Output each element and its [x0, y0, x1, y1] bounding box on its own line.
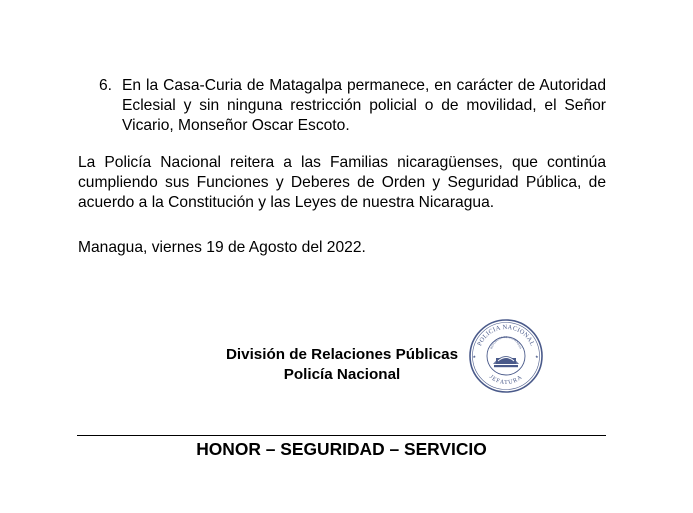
- signature-department: División de Relaciones Públicas: [225, 346, 459, 363]
- seal-top-text: POLICIA NACIONAL: [476, 323, 536, 348]
- list-item-text: En la Casa-Curia de Matagalpa permanece, en carácter de Autoridad Eclesial y sin ninguna restricción policial o de movilidad, el Señor Vicario, Monseñor Oscar Escoto.: [122, 77, 606, 134]
- police-seal-icon: [468, 318, 544, 394]
- svg-text:★: ★: [472, 354, 477, 359]
- svg-text:JEFATURA: [488, 374, 524, 386]
- svg-text:★: ★: [535, 354, 539, 359]
- list-item-number: 6.: [99, 77, 113, 94]
- signature-block: [190, 345, 494, 385]
- seal-bottom-text: JEFATURA: [487, 374, 525, 387]
- body-paragraph: La Policía Nacional reitera a las Familias nicaragüenses, que continúa cumpliendo sus Funciones y Deberes de Orden y Seguridad Pública, de acuerdo a la Constitución y las Leyes de nuestra Nicaragua.: [78, 154, 606, 211]
- footer-motto: HONOR – SEGURIDAD – SERVICIO: [196, 439, 487, 459]
- numbered-list-item: [99, 76, 606, 136]
- svg-text:REPUBLICA DE NICARAGUA: [489, 335, 522, 350]
- signature-institution: Policía Nacional: [283, 366, 401, 383]
- footer-divider: [77, 435, 606, 436]
- dateline: Managua, viernes 19 de Agosto del 2022.: [78, 239, 366, 256]
- seal-inner-text: REPUBLICA DE NICARAGUA: [489, 334, 523, 350]
